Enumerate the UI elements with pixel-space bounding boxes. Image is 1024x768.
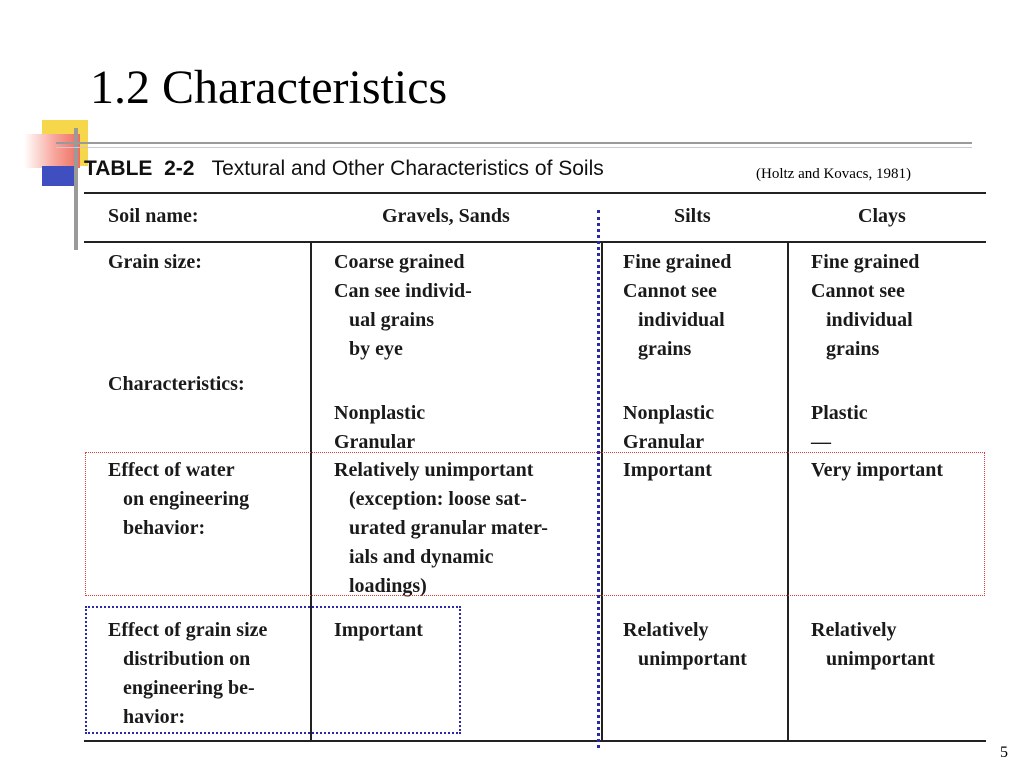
table-top-rule xyxy=(84,192,986,194)
table-bottom-rule xyxy=(84,740,986,742)
cell-grain-size-clays: Fine grained Cannot see individual grains xyxy=(811,251,920,360)
header-silts: Silts xyxy=(674,205,711,227)
slide-title: 1.2 Characteristics xyxy=(90,61,448,114)
header-soil-name: Soil name: xyxy=(108,205,199,227)
table-caption-title: Textural and Other Characteristics of Soils xyxy=(211,157,604,180)
page-number: 5 xyxy=(1000,744,1008,761)
cell-effect-of-water-clays: Very important xyxy=(811,459,944,481)
divider-line-gravels-sands-silts xyxy=(597,210,600,748)
cell-effect-of-grain-size-silts: Relatively unimportant xyxy=(623,619,747,670)
decorative-blue-square xyxy=(42,166,76,186)
header-bottom-rule xyxy=(84,241,986,243)
cell-effect-of-grain-size-clays: Relatively unimportant xyxy=(811,619,935,670)
citation: (Holtz and Kovacs, 1981) xyxy=(756,166,911,182)
cell-effect-of-water-gravels-sands: Relatively unimportant (exception: loose sat- urated granular mater- ials and dynamic loadings) xyxy=(334,459,548,597)
table-caption-number: 2-2 xyxy=(164,157,195,180)
highlight-box-effect-of-grain-size xyxy=(85,606,461,734)
header-gravels-sands: Gravels, Sands xyxy=(382,205,510,227)
cell-characteristics-clays: Plastic — xyxy=(811,402,868,453)
cell-grain-size-silts: Fine grained Cannot see individual grains xyxy=(623,251,732,360)
row-label-effect-of-grain-size: Effect of grain size distribution on engineering be- havior: xyxy=(108,619,268,728)
decorative-horizontal-line-light xyxy=(56,147,972,148)
cell-characteristics-silts: Nonplastic Granular xyxy=(623,402,715,453)
cell-effect-of-water-silts: Important xyxy=(623,459,712,481)
decorative-horizontal-line xyxy=(56,142,972,144)
decorative-red-gradient-bar xyxy=(24,134,80,168)
header-clays: Clays xyxy=(858,205,906,227)
row-label-effect-of-water: Effect of water on engineering behavior: xyxy=(108,459,250,539)
cell-effect-of-grain-size-gravels-sands: Important xyxy=(334,619,423,641)
highlight-box-effect-of-water xyxy=(85,452,985,596)
cell-characteristics-gravels-sands: Nonplastic Granular xyxy=(334,402,426,453)
row-label-grain-size: Grain size: xyxy=(108,251,202,273)
row-label-characteristics: Characteristics: xyxy=(108,373,245,395)
cell-grain-size-gravels-sands: Coarse grained Can see individ- ual grains by eye xyxy=(334,251,472,360)
table-caption-label: TABLE xyxy=(84,157,153,180)
